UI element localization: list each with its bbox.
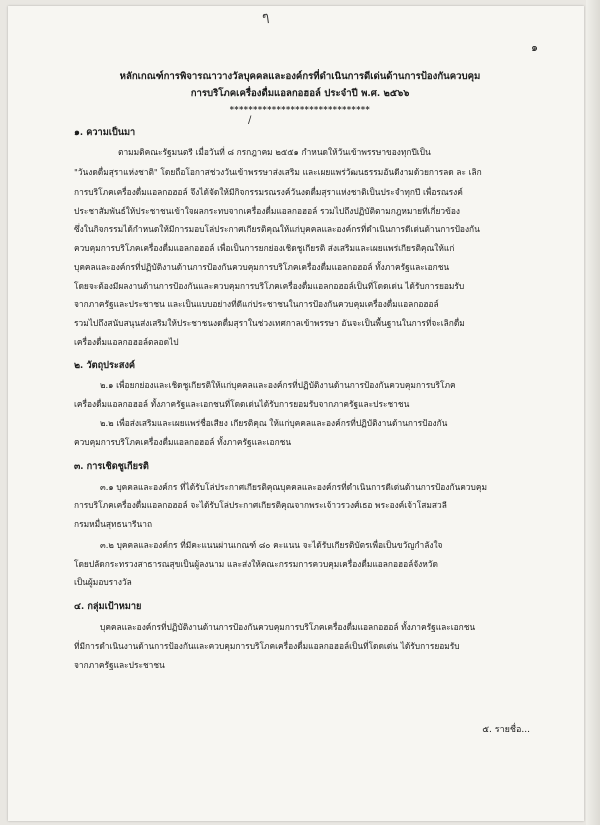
paragraph-line: ๓.๑ บุคคลและองค์กร ที่ได้รับโล่ประกาศเกียรติคุณบุคคลและองค์กรที่ดำเนินการดีเด่นด้านการป้องกันควบคุม xyxy=(100,482,487,492)
paragraph-line: กรมหมื่นสุทธนารีนาถ xyxy=(74,519,153,529)
paragraph-line: ตามมติคณะรัฐมนตรี เมื่อวันที่ ๘ กรกฎาคม ๒๕๕๑ กำหนดให้วันเข้าพรรษาของทุกปีเป็น xyxy=(118,147,431,157)
section-heading-background: ๑. ความเป็นมา xyxy=(74,127,136,138)
paragraph-line: "วันงดดื่มสุราแห่งชาติ" โดยถือโอกาสช่วงวันเข้าพรรษาส่งเสริม และเผยแพร่วัฒนธรรมอันดีงามด้วยการลด ละ เลิก xyxy=(74,167,482,177)
pen-tick-mark: / xyxy=(248,115,252,126)
paragraph-line: บุคคลและองค์กรที่ปฏิบัติงานด้านการป้องกันควบคุมการบริโภคเครื่องดื่มแอลกอฮอล์ ทั้งภาครัฐและเอกชน xyxy=(100,622,476,632)
paragraph-line: โดยปลัดกระทรวงสาธารณสุขเป็นผู้ลงนาม และส่งให้คณะกรรมการควบคุมเครื่องดื่มแอลกอฮอล์จังหวัด xyxy=(74,559,438,569)
title-separator-stars: ****************************** xyxy=(229,104,371,114)
paragraph-line: ควบคุมการบริโภคเครื่องดื่มแอลกอฮอล์ ทั้งภาครัฐและเอกชน xyxy=(74,437,292,447)
page-number: ๑ xyxy=(531,41,538,54)
continuation-marker: ๕. รายชื่อ... xyxy=(482,725,530,735)
paragraph-line: เครื่องดื่มแอลกอฮอล์ตลอดไป xyxy=(74,337,179,347)
paragraph-line: ควบคุมการบริโภคเครื่องดื่มแอลกอฮอล์ เพื่อเป็นการยกย่องเชิดชูเกียรติ ส่งเสริมและเผยแพร่เกียรติคุณให้แก่ xyxy=(74,243,455,253)
section-heading-objectives: ๒. วัตถุประสงค์ xyxy=(74,360,136,371)
paragraph-line: ๒.๑ เพื่อยกย่องและเชิดชูเกียรติให้แก่บุคคลและองค์กรที่ปฏิบัติงานด้านการป้องกันควบคุมการบริโภค xyxy=(100,380,456,390)
paragraph-line: การบริโภคเครื่องดื่มแอลกอฮอล์ จะได้รับโล่ประกาศเกียรติคุณจากพระเจ้าวรวงศ์เธอ พระองค์เจ้าโสมสวลี xyxy=(74,500,447,510)
paragraph-line: โดยจะต้องมีผลงานด้านการป้องกันและควบคุมการบริโภคเครื่องดื่มแอลกอฮอล์เป็นที่โดดเด่น ได้รับการยอมรับ xyxy=(74,281,465,291)
paragraph-line: จากภาครัฐและประชาชน และเป็นแบบอย่างที่ดีแก่ประชาชนในการป้องกันควบคุมเครื่องดื่มแอลกอฮอล์ xyxy=(74,299,439,309)
page-edge-shadow xyxy=(586,0,600,825)
handwritten-mark: ๆ xyxy=(261,9,271,26)
section-heading-honors: ๓. การเชิดชูเกียรติ xyxy=(74,461,149,472)
document-title-line-2: การบริโภคเครื่องดื่มแอลกอฮอล์ ประจำปี พ.ศ. ๒๕๖๖ xyxy=(190,88,410,99)
paragraph-line: ประชาสัมพันธ์ให้ประชาชนเข้าใจผลกระทบจากเครื่องดื่มแอลกอฮอล์ รวมไปถึงปฏิบัติตามกฎหมายที่เกี่ยวข้อง xyxy=(74,206,460,216)
paragraph-line: เป็นผู้มอบรางวัล xyxy=(74,577,132,587)
paragraph-line: ที่มีการดำเนินงานด้านการป้องกันและควบคุมการบริโภคเครื่องดื่มแอลกอฮอล์เป็นที่โดดเด่น ได้รับการยอมรับ xyxy=(74,641,460,651)
paragraph-line: รวมไปถึงสนับสนุนส่งเสริมให้ประชาชนงดดื่มสุราในช่วงเทศกาลเข้าพรรษา อันจะเป็นพื้นฐานในการที่จะเลิกดื่ม xyxy=(74,318,465,328)
section-heading-target-group: ๔. กลุ่มเป้าหมาย xyxy=(74,601,142,612)
paragraph-line: ๓.๒ บุคคลและองค์กร ที่มีคะแนนผ่านเกณฑ์ ๘๐ คะแนน จะได้รับเกียรติบัตรเพื่อเป็นขวัญกำลังใจ xyxy=(100,540,443,550)
paragraph-line: การบริโภคเครื่องดื่มแอลกอฮอล์ จึงได้จัดให้มีกิจกรรมรณรงค์วันงดดื่มสุราแห่งชาติเป็นประจำทุกปี เพื่อรณรงค์ xyxy=(74,187,463,197)
document-title-line-1: หลักเกณฑ์การพิจารณาวางวัลบุคคลและองค์กรที่ดำเนินการดีเด่นด้านการป้องกันควบคุม xyxy=(119,71,481,82)
paragraph-line: ซึ่งในกิจกรรมได้กำหนดให้มีการมอบโล่ประกาศเกียรติคุณให้แก่บุคคลและองค์กรที่ดำเนินการดีเด่นด้านการป้องกัน xyxy=(74,224,480,234)
paragraph-line: จากภาครัฐและประชาชน xyxy=(74,660,165,670)
paragraph-line: เครื่องดื่มแอลกอฮอล์ ทั้งภาครัฐและเอกชนที่โดดเด่นได้รับการยอมรับจากภาครัฐและประชาชน xyxy=(74,399,410,409)
paragraph-line: ๒.๒ เพื่อส่งเสริมและเผยแพร่ชื่อเสียง เกียรติคุณ ให้แก่บุคคลและองค์กรที่ปฏิบัติงานด้านการป้องกัน xyxy=(100,418,448,428)
paragraph-line: บุคคลและองค์กรที่ปฏิบัติงานด้านการป้องกันควบคุมการบริโภคเครื่องดื่มแอลกอฮอล์ ทั้งภาครัฐและเอกชน xyxy=(74,262,450,272)
